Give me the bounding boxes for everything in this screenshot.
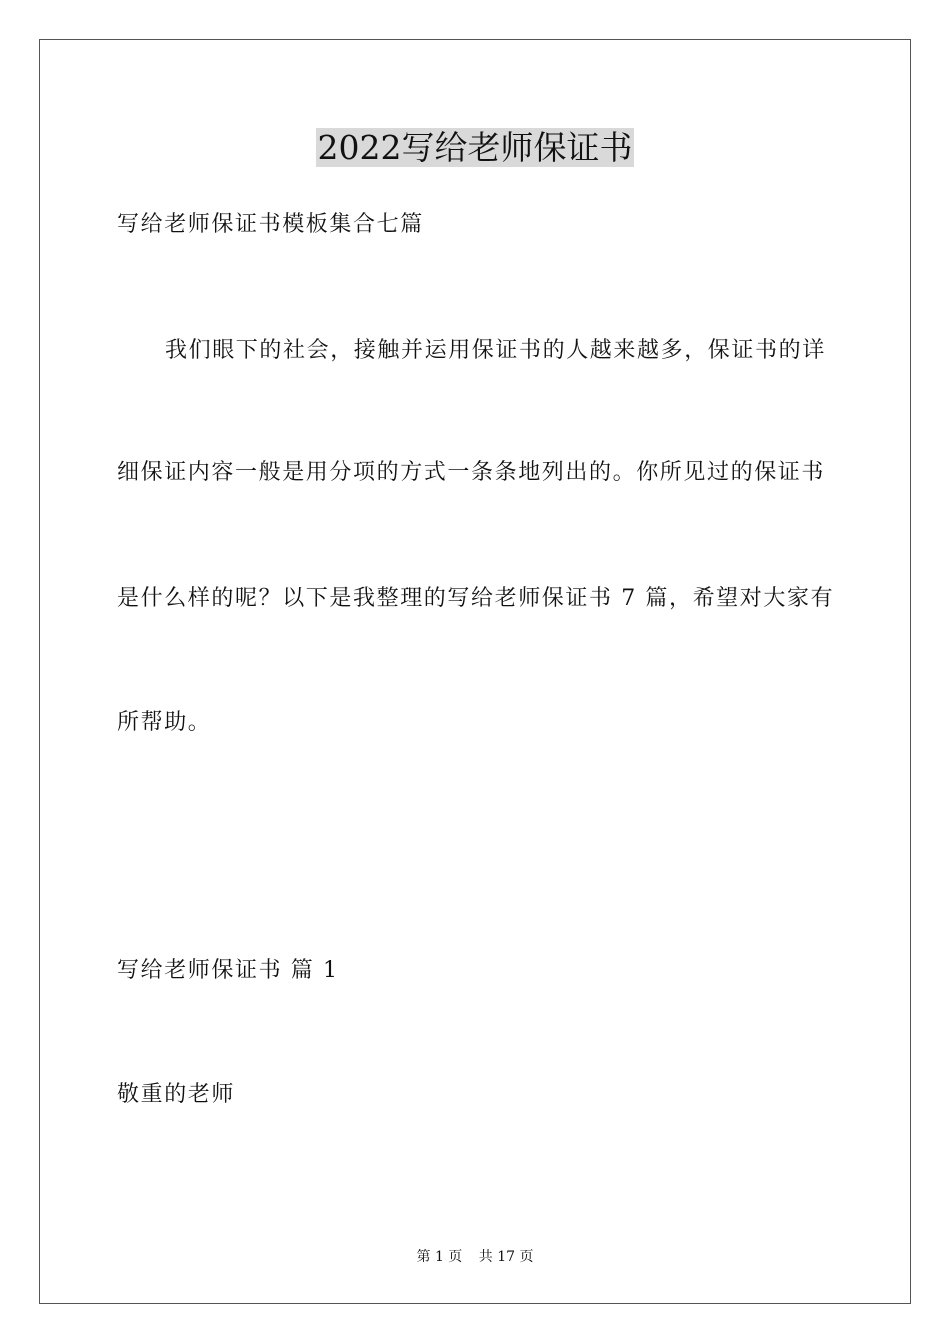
intro-line-4: 所帮助。: [117, 710, 212, 735]
page-footer: [0, 1248, 950, 1266]
document-title: [0, 126, 950, 170]
document-title-text: 2022写给老师保证书: [317, 128, 633, 167]
section-heading: 写给老师保证书 篇 1: [117, 958, 339, 983]
intro-line-3: 是什么样的呢？以下是我整理的写给老师保证书 7 篇，希望对大家有: [117, 586, 835, 611]
intro-line-1: 我们眼下的社会，接触并运用保证书的人越来越多，保证书的详: [165, 338, 826, 363]
document-subtitle: 写给老师保证书模板集合七篇: [117, 212, 424, 237]
current-page-number: 第 1 页: [416, 1249, 463, 1265]
intro-line-2: 细保证内容一般是用分项的方式一条条地列出的。你所见过的保证书: [117, 460, 826, 485]
salutation: 敬重的老师: [117, 1082, 236, 1107]
total-page-count: 共 17 页: [478, 1249, 534, 1265]
